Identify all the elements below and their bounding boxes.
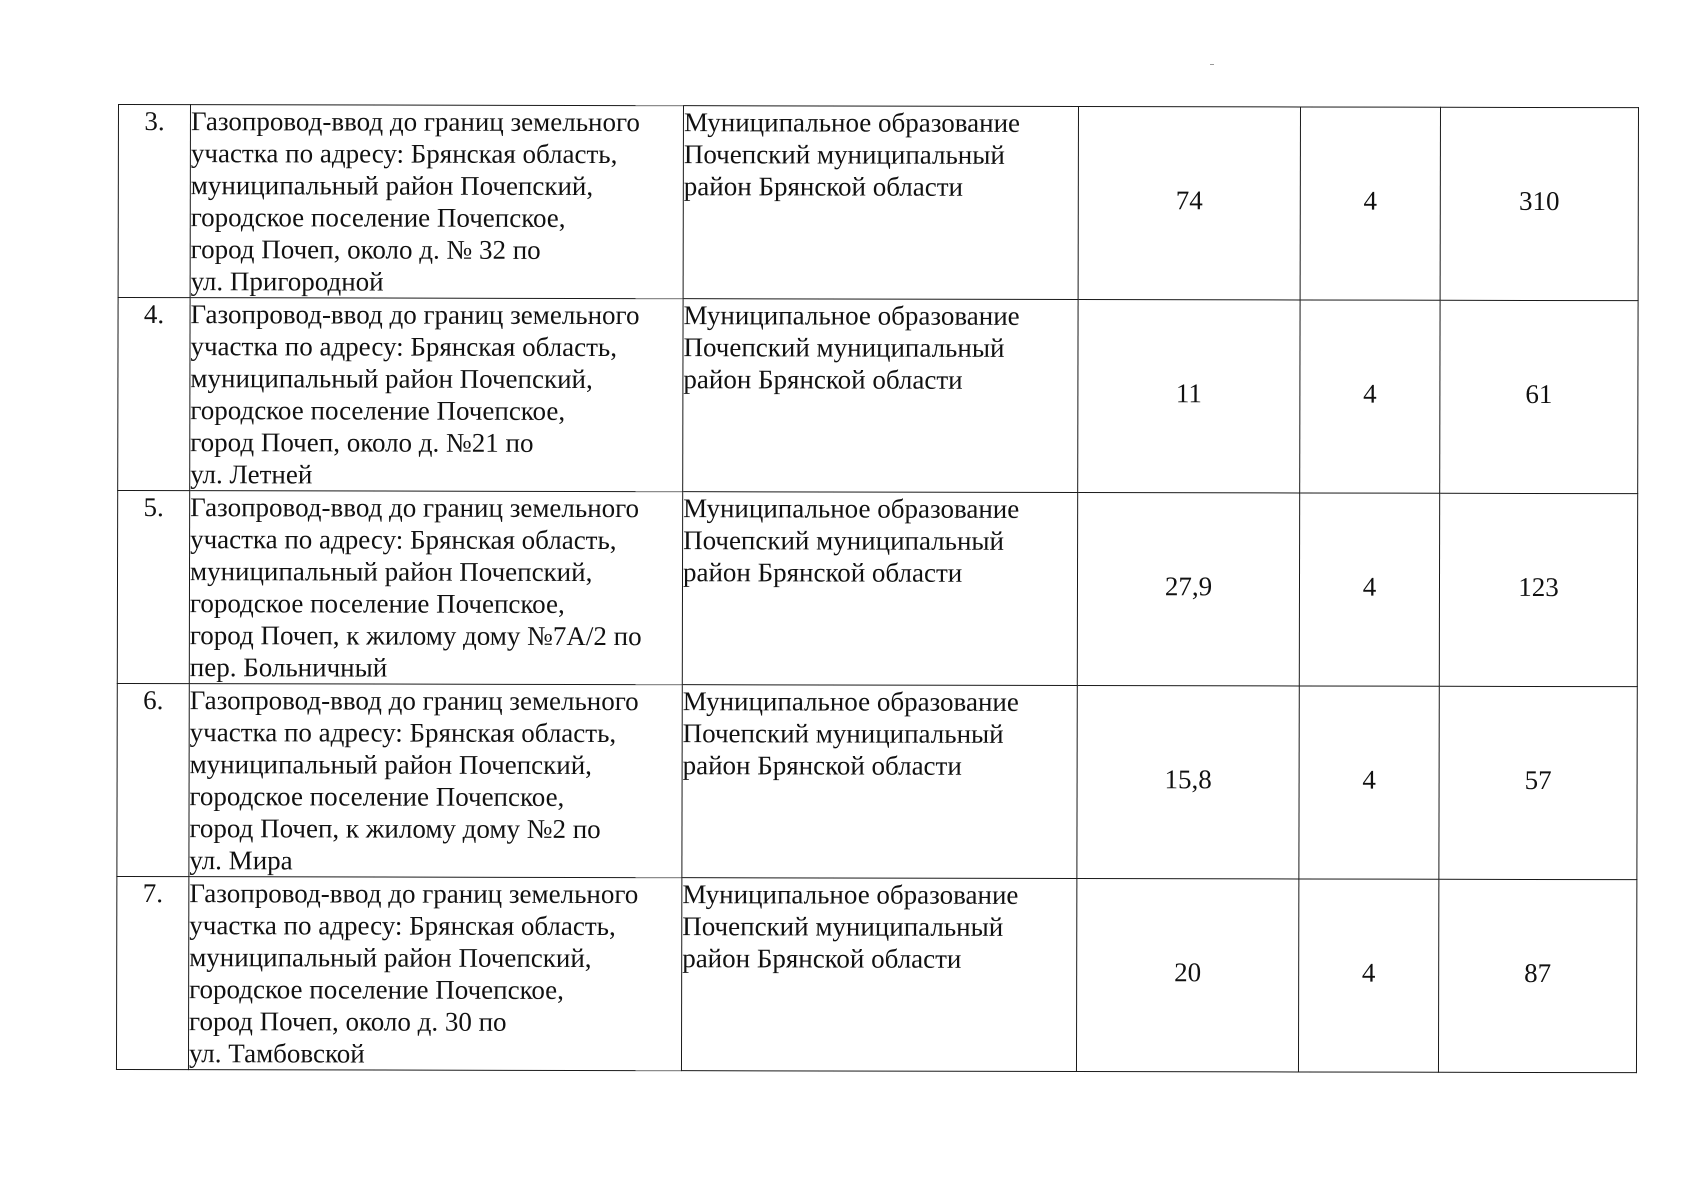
area-cell [1439,493,1637,686]
object-name: Газопровод-ввод до границ земельного участка по адресу: Брянская область, муниципальный район Почепский, городское поселение Почепское, город Почеп, к жилому дому №2 по ул. Мира [189,684,682,878]
area-value: 123 [1518,571,1559,603]
pressure-cell [1300,107,1440,300]
length-cell [1078,107,1300,300]
area-cell [1439,686,1637,879]
table-row [117,491,1637,687]
length-cell [1077,686,1299,879]
pressure-cell [1300,300,1440,493]
table-row [118,298,1638,494]
owner-name: Муниципальное образование Почепский муниципальный район Брянской области [681,878,1076,1072]
area-value: 57 [1524,764,1552,796]
pressure-value: 4 [1363,185,1378,216]
length-value: 11 [1175,378,1202,409]
pressure-value: 4 [1363,378,1377,409]
row-number: 4. [118,298,190,491]
table-row [118,105,1638,301]
owner-name: Муниципальное образование Почепский муниципальный район Брянской области [682,492,1077,686]
length-cell [1078,300,1300,493]
length-value: 15,8 [1164,764,1212,795]
pressure-cell [1299,493,1439,686]
scan-mark [1210,64,1214,65]
object-name: Газопровод-ввод до границ земельного участка по адресу: Брянская область, муниципальный район Почепский, городское поселение Почепское, город Почеп, около д. №21 по ул. Летней [190,298,683,492]
owner-name: Муниципальное образование Почепский муниципальный район Брянской области [683,106,1078,300]
length-cell [1076,879,1298,1072]
area-value: 87 [1524,957,1552,989]
object-name: Газопровод-ввод до границ земельного участка по адресу: Брянская область, муниципальный район Почепский, городское поселение Почепское, город Почеп, около д. № 32 по ул. Пригородной [190,105,683,299]
area-cell [1440,300,1638,493]
length-value: 20 [1174,957,1202,988]
owner-name: Муниципальное образование Почепский муниципальный район Брянской области [682,685,1077,879]
owner-name: Муниципальное образование Почепский муниципальный район Брянской области [683,299,1078,493]
pressure-value: 4 [1362,764,1376,795]
gas-pipeline-table [116,104,1639,1073]
pressure-value: 4 [1362,571,1377,602]
length-value: 27,9 [1164,571,1213,602]
pressure-cell [1299,686,1439,879]
area-cell [1438,879,1636,1072]
length-cell [1077,493,1299,686]
table-row [116,876,1636,1072]
object-name: Газопровод-ввод до границ земельного участка по адресу: Брянская область, муниципальный район Почепский, городское поселение Почепское, город Почеп, около д. 30 по ул. Тамбовской [188,877,681,1071]
area-value: 310 [1519,185,1560,217]
row-number: 6. [117,683,189,876]
object-name: Газопровод-ввод до границ земельного участка по адресу: Брянская область, муниципальный район Почепский, городское поселение Почепское, город Почеп, к жилому дому №7А/2 по пер. Больничный [189,491,682,685]
area-value: 61 [1525,378,1553,410]
table-row [117,683,1637,879]
pressure-cell [1298,879,1438,1072]
row-number: 7. [116,876,188,1069]
row-number: 3. [118,105,190,298]
pressure-value: 4 [1361,957,1376,988]
length-value: 74 [1175,185,1203,216]
area-cell [1440,107,1638,300]
row-number: 5. [117,491,189,684]
